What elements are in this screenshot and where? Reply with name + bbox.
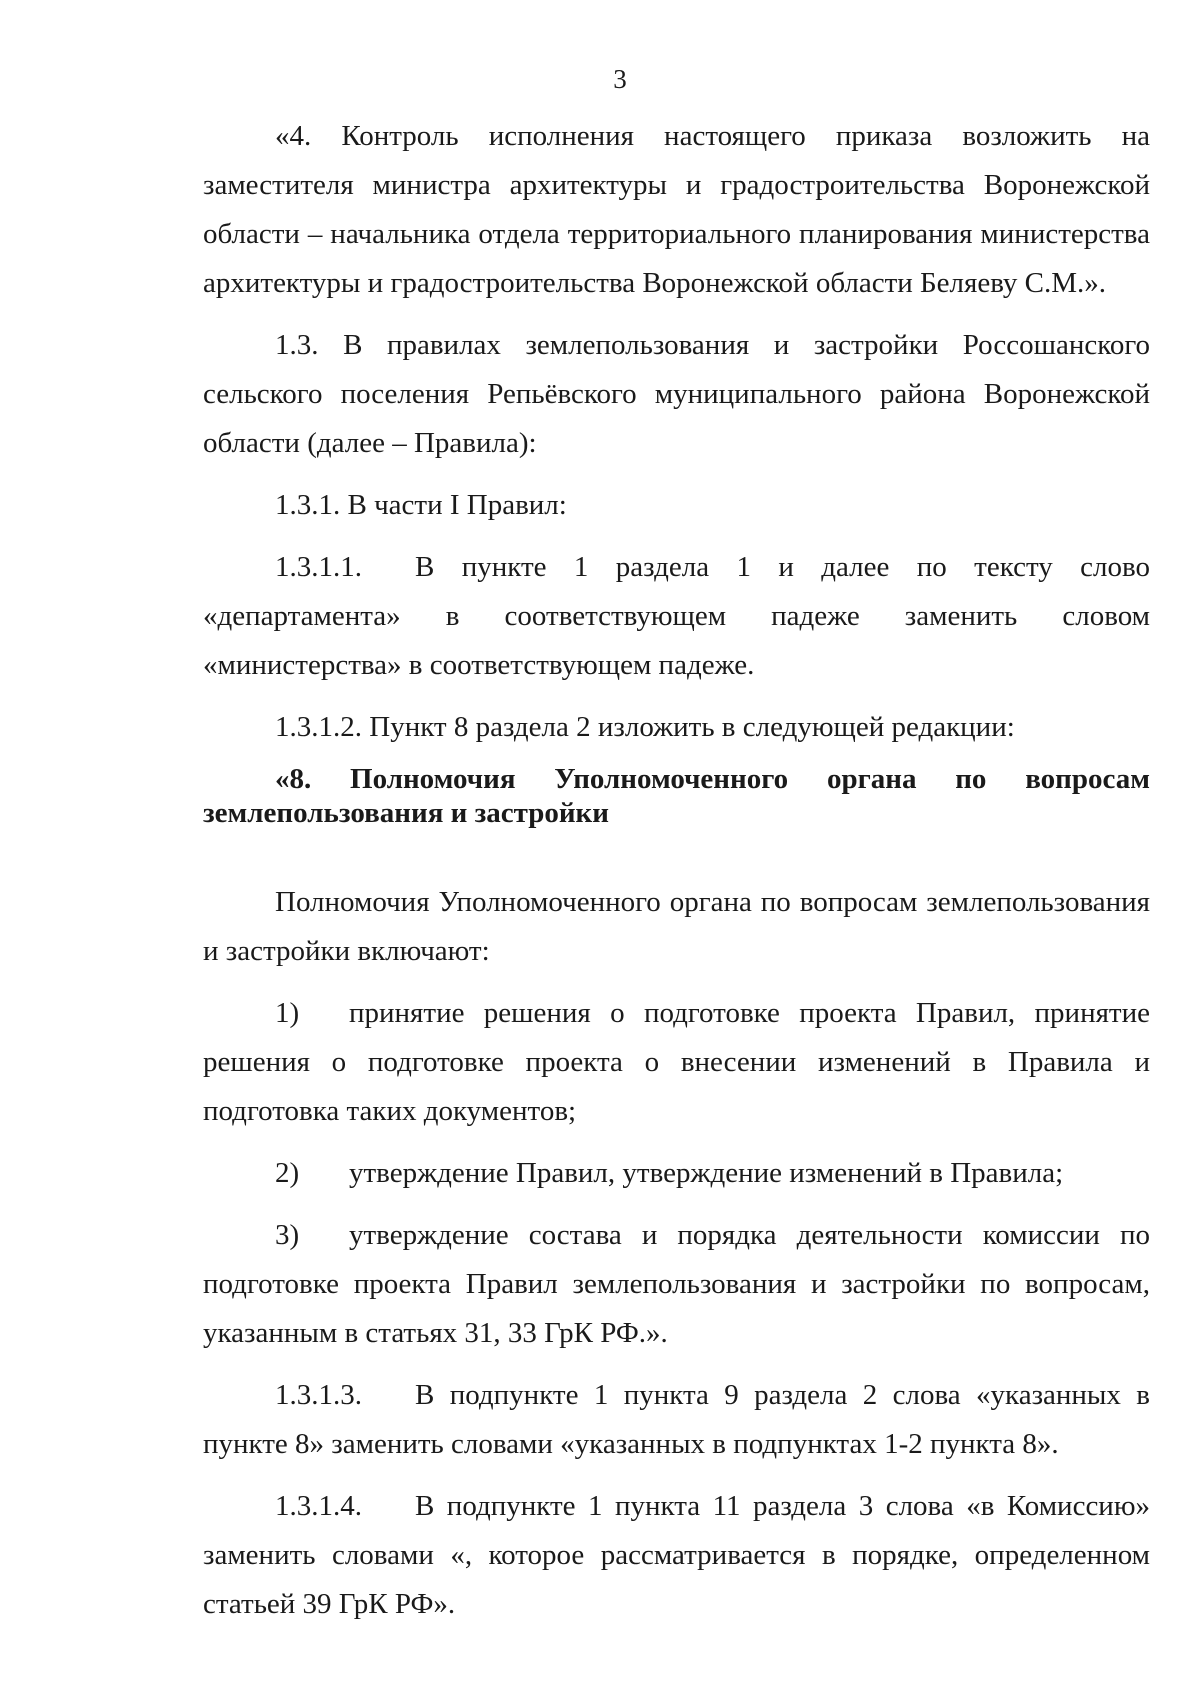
paragraph-authority-intro: Полномочия Уполномоченного органа по вопросам землепользования и застройки включают: — [203, 886, 1150, 967]
clause-text: В пункте 1 раздела 1 и далее по тексту слово «департамента» в соответствующем падеже заменить словом «министерства» в соответствующем падеже. — [203, 551, 1150, 681]
list-item — [203, 989, 1150, 1136]
list-item-text: утверждение Правил, утверждение изменений в Правила; — [349, 1157, 1064, 1189]
list-item-number: 2) — [275, 1157, 300, 1189]
list-item-text: утверждение состава и порядка деятельности комиссии по подготовке проекта Правил землепользования и застройки по вопросам, указанным в статьях 31, 33 ГрК РФ.». — [203, 1219, 1150, 1349]
paragraph-1-3: 1.3. В правилах землепользования и застройки Россошанского сельского поселения Репьёвского муниципального района Воронежской области (далее – Правила): — [203, 329, 1150, 459]
clause-number: 1.3.1.4. — [275, 1490, 362, 1522]
paragraph-1-3-1-4 — [203, 1482, 1150, 1629]
page-number: 3 — [613, 64, 627, 94]
spacer — [203, 830, 1150, 878]
paragraph-control-clause: «4. Контроль исполнения настоящего приказа возложить на заместителя министра архитектуры и градостроительства Воронежской области – начальника отдела территориального планирования министерства архитектуры и градостроительства Воронежской области Беляеву С.М.». — [203, 120, 1150, 299]
document-body — [203, 112, 1150, 1629]
clause-text: В подпункте 1 пункта 9 раздела 2 слова «указанных в пункте 8» заменить словами «указанных в подпунктах 1-2 пункта 8». — [203, 1379, 1150, 1460]
clause-number: 1.3.1.3. — [275, 1379, 362, 1411]
paragraph-1-3-1: 1.3.1. В части I Правил: — [275, 489, 567, 521]
list-item — [203, 1211, 1150, 1358]
clause-number: 1.3.1.1. — [275, 551, 362, 583]
paragraph-1-3-1-1 — [203, 543, 1150, 690]
list-item-number: 3) — [275, 1219, 300, 1251]
list-item-text: принятие решения о подготовке проекта Правил, принятие решения о подготовке проекта о внесении изменений в Правила и подготовка таких документов; — [203, 997, 1150, 1127]
list-item-number: 1) — [275, 997, 300, 1029]
paragraph-1-3-1-2: 1.3.1.2. Пункт 8 раздела 2 изложить в следующей редакции: — [275, 711, 1015, 743]
section-heading: «8. Полномочия Уполномоченного органа по вопросам землепользования и застройки — [203, 763, 1150, 829]
clause-text: В подпункте 1 пункта 11 раздела 3 слова «в Комиссию» заменить словами «, которое рассматривается в порядке, определенном статьей 39 ГрК РФ». — [203, 1490, 1150, 1620]
paragraph-1-3-1-3 — [203, 1371, 1150, 1469]
list-item — [203, 1149, 1150, 1198]
